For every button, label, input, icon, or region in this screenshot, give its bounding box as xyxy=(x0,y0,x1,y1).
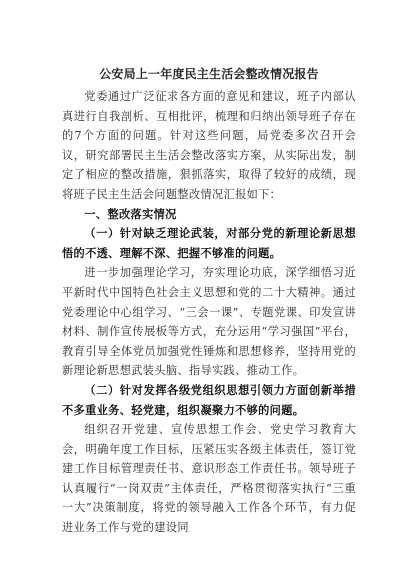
document-title: 公安局上一年度民主生活会整改情况报告 xyxy=(99,67,319,81)
document-page xyxy=(62,66,356,538)
subsection-heading: （二）针对发挥各级党组织思想引领力方面创新举措不多重业务、轻党建，组织凝聚力不够的问题。 xyxy=(62,382,356,417)
subsection-heading: （一）针对缺乏理论武装，对部分党的新理论新思想悟的不透、理解不深、把握不够准的问题。 xyxy=(62,226,356,260)
intro-paragraph: 党委通过广泛征求各方面的意见和建议，班子内部认真进行自我剖析、互相批评，梳理和归纳出领导班子存在的7个方面的问题。针对这些问题，局党委多次召开会议，研究部署民主生活会整改落实方案，从实际出发，制定了相应的整改措施，狠抓落实，取得了较好的成绩，现将班子民主生活会问题整改情况汇报如下： xyxy=(62,90,356,201)
section-heading: 一、整改落实情况 xyxy=(84,206,177,221)
body-paragraph: 组织召开党建、宣传思想工作会、党史学习教育大会，明确年度工作目标，压紧压实各级主体责任，签订党建工作目标管理责任书、意识形态工作责任书。领导班子认真履行“一岗双责”主体责任，严格贯彻落实执行“三重一大”决策制度，将党的领导融入工作各个环节，有力促进业务工作与党的建设同 xyxy=(62,423,356,535)
body-paragraph: 进一步加强理论学习，夯实理论功底，深学细悟习近平新时代中国特色社会主义思想和党的二十大精神。通过党委理论中心组学习、“三会一课”、专题党课、印发宣讲材料、制作宣传展板等方式，充分运用“学习强国”平台，教育引导全体党员加强党性锤炼和思想修养，坚持用党的新理论新思想武装头脑、指导实践、推动工作。 xyxy=(62,266,356,378)
